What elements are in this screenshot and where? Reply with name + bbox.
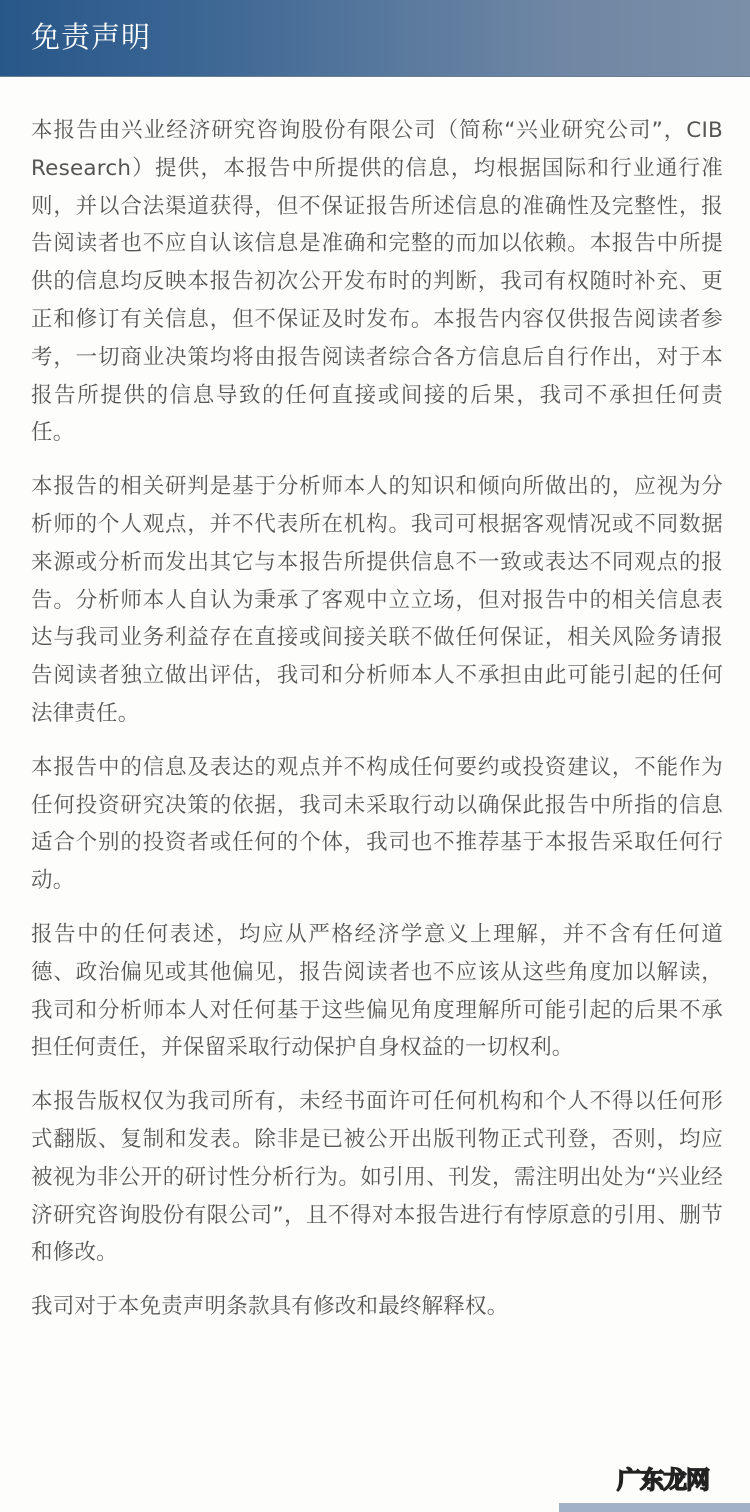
paragraph-source-and-accuracy: 本报告由兴业经济研究咨询股份有限公司（简称“兴业研究公司”，CIB Research）提供，本报告中所提供的信息，均根据国际和行业通行准则，并以合法渠道获得，但不保证报告所述信息的准确性及完整性，报告阅读者也不应自认该信息是准确和完整的而加以依赖。本报告中所提供的信息均反映本报告初次公开发布时的判断，我司有权随时补充、更正和修订有关信息，但不保证及时发布。本报告内容仅供报告阅读者参考，一切商业决策均将由报告阅读者综合各方信息后自行作出，对于本报告所提供的信息导致的任何直接或间接的后果，我司不承担任何责任。 [31, 118, 723, 446]
paragraph-analyst-opinion: 本报告的相关研判是基于分析师本人的知识和倾向所做出的，应视为分析师的个人观点，并不代表所在机构。我司可根据客观情况或不同数据来源或分析而发出其它与本报告所提供信息不一致或表达不同观点的报告。分析师本人自认为秉承了客观中立立场，但对报告中的相关信息表达与我司业务利益存在直接或间接关联不做任何保证，相关风险务请报告阅读者独立做出评估，我司和分析师本人不承担由此可能引起的任何法律责任。 [31, 474, 723, 726]
watermark-logo: 广东龙网 [617, 1466, 709, 1494]
disclaimer-body [31, 112, 723, 1342]
paragraph-final-interpretation: 我司对于本免责声明条款具有修改和最终解释权。 [31, 1294, 509, 1320]
paragraph-economic-interpretation: 报告中的任何表述，均应从严格经济学意义上理解，并不含有任何道德、政治偏见或其他偏见，报告阅读者也不应该从这些角度加以解读，我司和分析师本人对任何基于这些偏见角度理解所可能引起的后果不承担任何责任，并保留采取行动保护自身权益的一切权利。 [31, 921, 723, 1061]
bottom-decorative-bar [559, 1503, 750, 1512]
header-banner [0, 0, 750, 77]
page-title: 免责声明 [31, 20, 152, 54]
paragraph-copyright: 本报告版权仅为我司所有，未经书面许可任何机构和个人不得以任何形式翻版、复制和发表。除非是已被公开出版刊物正式刊登，否则，均应被视为非公开的研讨性分析行为。如引用、刊发，需注明出处为“兴业经济研究咨询股份有限公司”，且不得对本报告进行有悖原意的引用、删节和修改。 [31, 1089, 723, 1266]
paragraph-not-investment-advice: 本报告中的信息及表达的观点并不构成任何要约或投资建议，不能作为任何投资研究决策的依据，我司未采取行动以确保此报告中所指的信息适合个别的投资者或任何的个体，我司也不推荐基于本报告采取任何行动。 [31, 754, 723, 894]
